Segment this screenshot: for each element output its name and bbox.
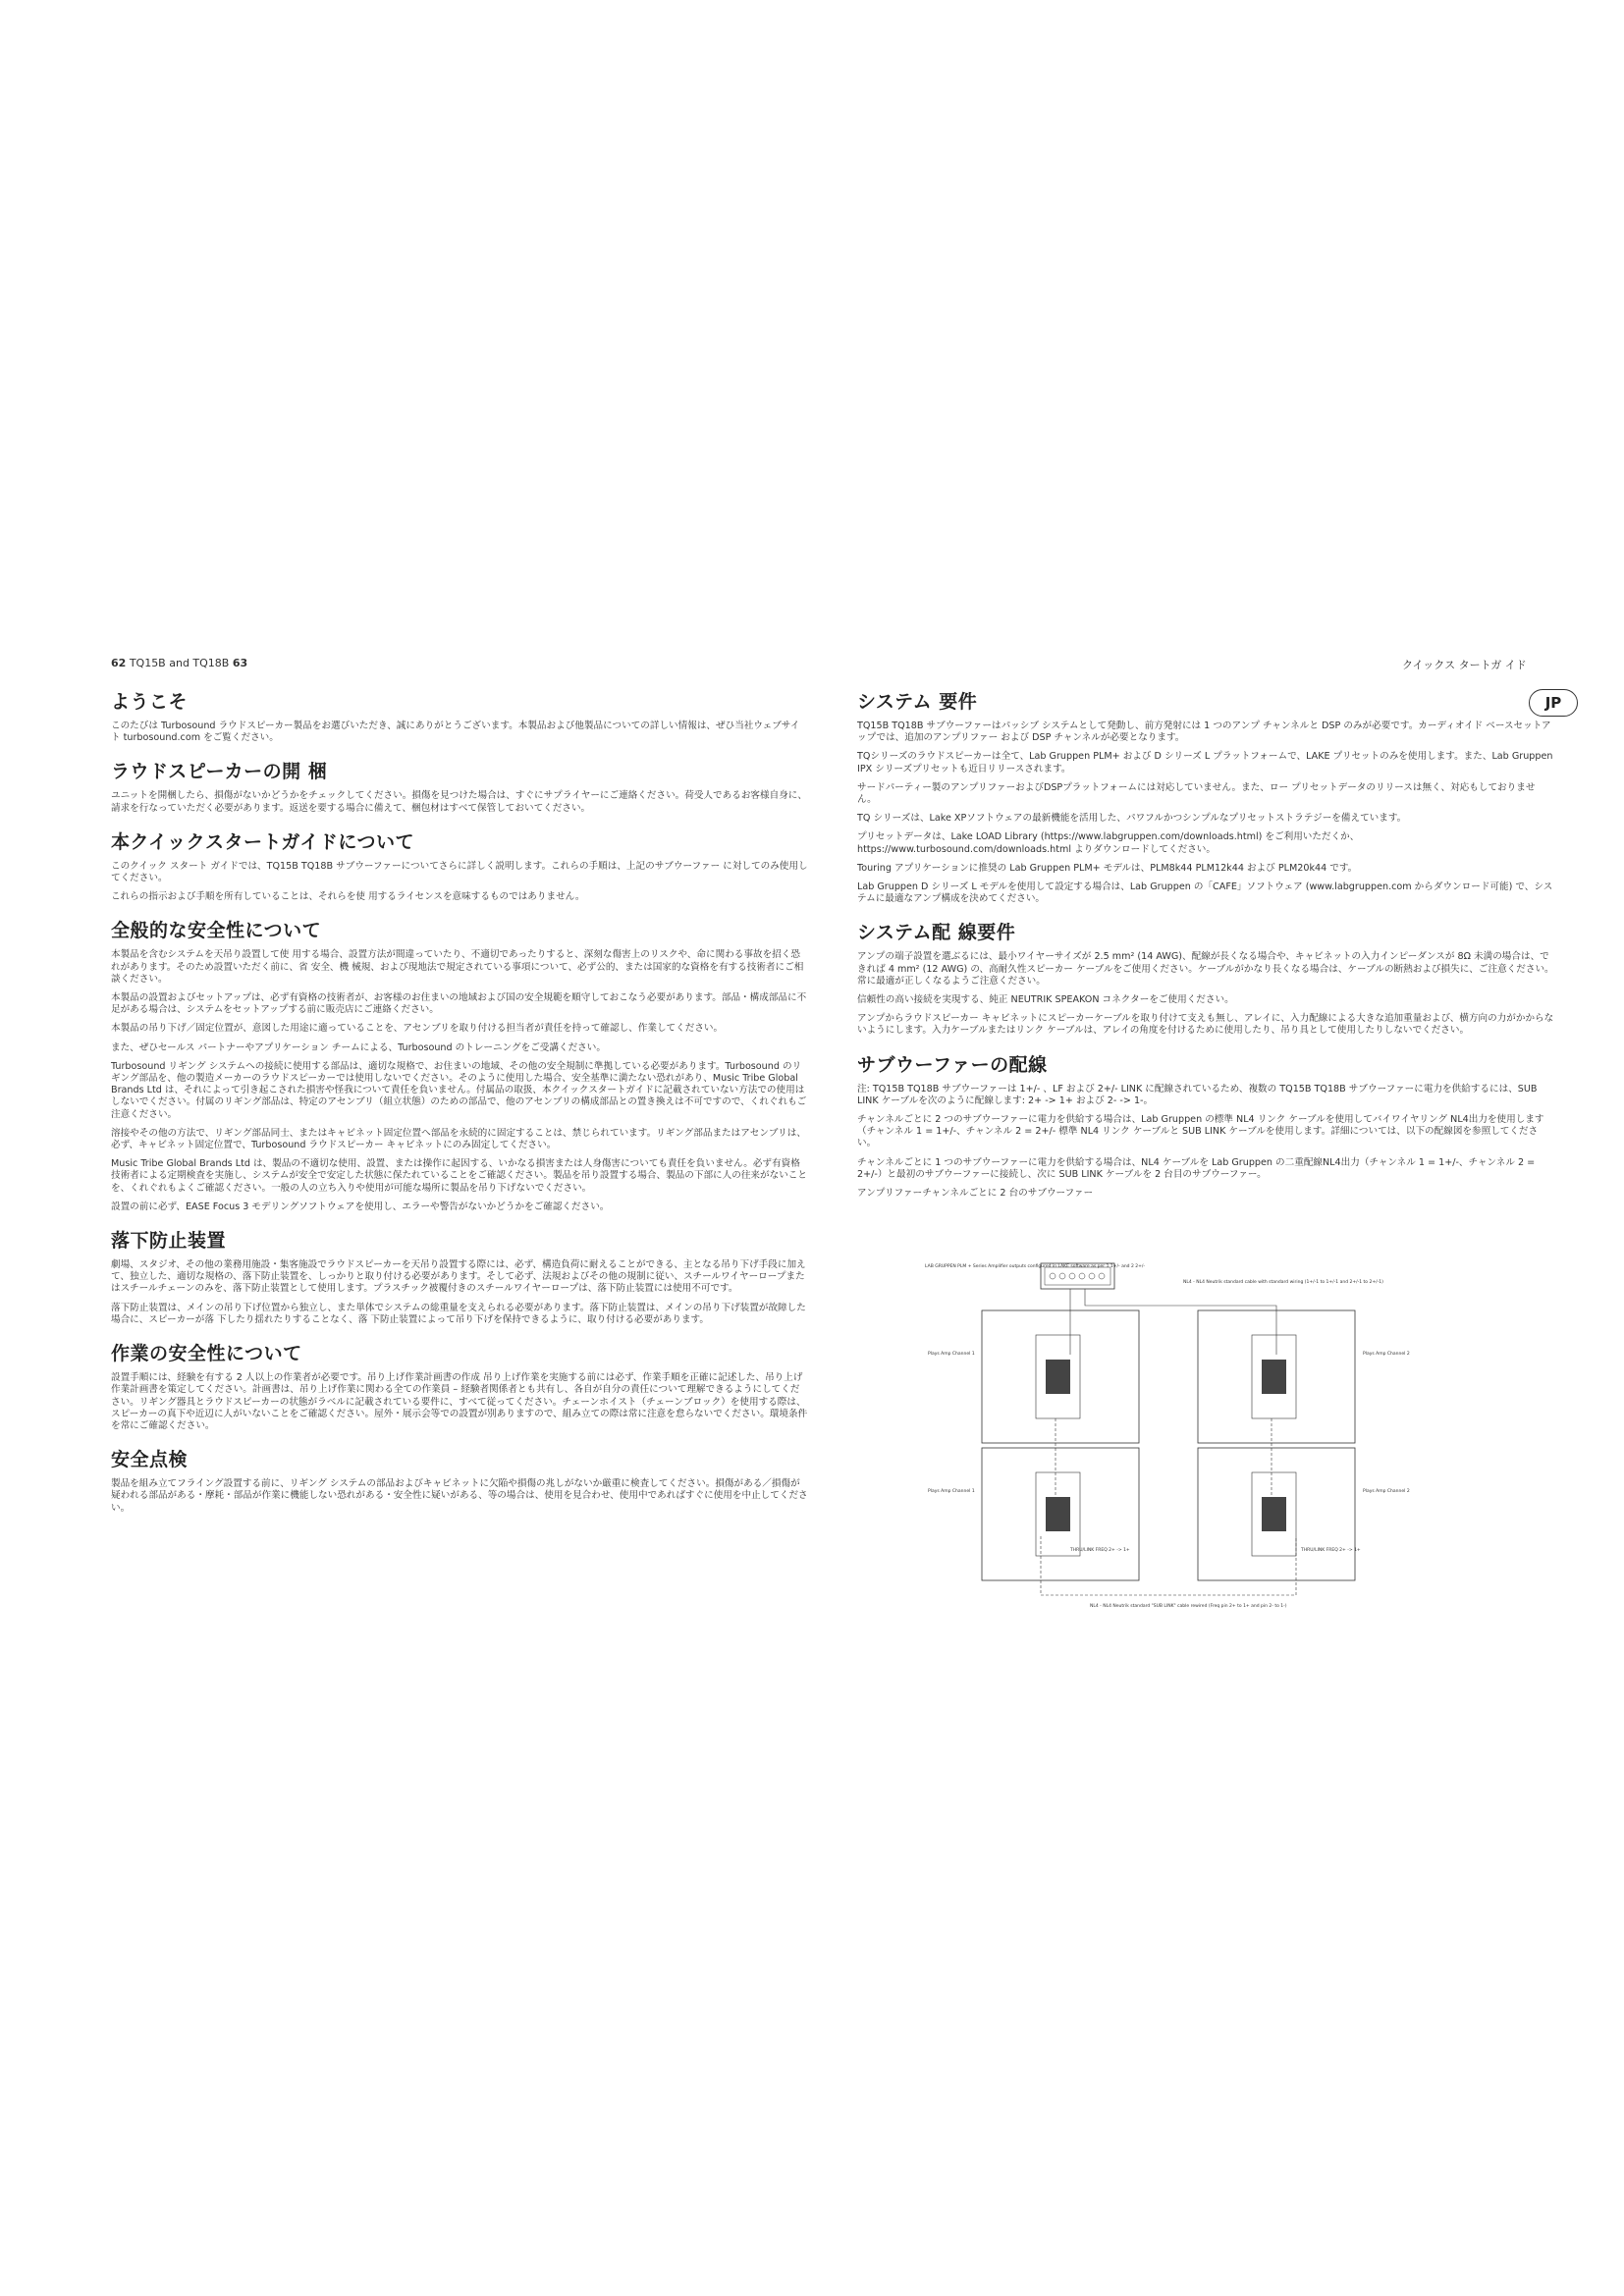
- paragraph: 本製品を含むシステムを天吊り設置して使 用する場合、設置方法が間違っていたり、不適切であったりすると、深刻な傷害上のリスクや、命に関わる事故を招く恐れがあります。そのため設置いただく前に、省 安全、機 械規、および現地法で規定されている事項について、必ず公的、または国家的な資格を有する技術者にご相談ください。: [111, 949, 804, 985]
- section-about-guide: [111, 828, 808, 904]
- section-title: 本クイックスタートガイドについて: [111, 830, 414, 853]
- section-wiring-requirements: [857, 918, 1554, 1037]
- paragraph: 設置手順には、経験を有する 2 人以上の作業者が必要です。吊り上げ作業計画書の作成 吊り上げ作業を実施する前には必ず、作業手順を正確に記述した、吊り上げ作業計画書を策定してください。計画書は、吊り上げ作業に関わる全ての作業員 – 経験者関係者とも共有し、各自が自分の責任について理解できるようにしてください。リギング器具とラウドスピーカーの状態がラベルに記載されている要件に、すべて従ってください。チェーンホイスト（チェーンブロック）を使用する際は、スピーカーの真下や近辺に人がいないことをご確認ください。屋外・展示会等での設置が別ありますので、組み立ての際は常に注意を怠らないでください。環境条件を常にご確認ください。: [111, 1372, 808, 1431]
- paragraph: ユニットを開梱したら、損傷がないかどうかをチェックしてください。損傷を見つけた場合は、すぐにサプライヤーにご連絡ください。荷受人であるお客様自身に、請求を行なっていただく必要があります。返送を要する場合に備えて、梱包材はすべて保管しておいてください。: [111, 790, 807, 814]
- paragraph: 設置の前に必ず、EASE Focus 3 モデリングソフトウェアを使用し、エラーや警告がないかどうかをご確認ください。: [111, 1201, 610, 1212]
- right-page-number: 63: [232, 657, 248, 669]
- amp-label: LAB GRUPPEN PLM + Series Amplifier outputs configured in LAKE software as per 1 1+/- and 2 2+/-: [925, 1264, 1146, 1269]
- paragraph: 製品を組み立てフライング設置する前に、リギング システムの部品およびキャビネットに欠陥や損傷の兆しがないか厳重に検査してください。損傷がある／損傷が疑われる部品がある・摩耗・部品が作業に機能しない恐れがある・安全性に疑いがある、等の場合は、使用を見合わせ、使用中であればすぐに使用を中止してください。: [111, 1478, 808, 1514]
- wiring-diagram: [923, 1261, 1414, 1615]
- section-title: 全般的な安全性について: [111, 920, 322, 942]
- paragraph: TQ15B TQ18B サブウーファーはパッシブ システムとして発動し、前方発射には 1 つのアンプ チャンネルと DSP のみが必要です。カーディオイド ベースセットアップでは、追加のアンプリファー および DSP チャンネルが必要となります。: [857, 721, 1551, 744]
- paragraph: 注: TQ15B TQ18B サブウーファーは 1+/- 、LF および 2+/- LINK に配線されているため、複数の TQ15B TQ18B サブウーファーに電力を供給するには、SUB LINK ケーブルを次のように配線します: 2+ -> 1+ および 2- -> 1-。: [857, 1083, 1538, 1106]
- section-title: システム配 線要件: [857, 922, 1016, 944]
- section-title: 作業の安全性について: [111, 1343, 302, 1365]
- paragraph: TQ シリーズは、Lake XPソフトウェアの最新機能を活用した、パワフルかつシンプルなプリセットストラテジーを備えています。: [857, 813, 1407, 825]
- language-badge: JP: [1529, 689, 1578, 717]
- section-title: ようこそ: [111, 691, 189, 713]
- left-page-title: TQ15B and TQ18B: [129, 657, 230, 669]
- paragraph: このたびは Turbosound ラウドスピーカー製品をお選びいただき、誠にありがとうございます。本製品および他製品についての詳しい情報は、ぜひ当社ウェブサイト turbosound.com をご覧ください。: [111, 721, 800, 744]
- paragraph: Music Tribe Global Brands Ltd は、製品の不適切な使用、設置、または操作に起因する、いかなる損害または人身傷害についても責任を負いません。必ず有資格技術者による定期検査を実施し、システムが安全で安定した状態に保たれていることをご確認ください。製品を吊り設置する場合、製品の下部に人の往来がないことを、くれぐれもよくご確認ください。一般の人の立ち入りや使用が可能な場所に製品を吊り下げないでください。: [111, 1158, 807, 1194]
- section-safety-inspection: [111, 1445, 808, 1515]
- paragraph: プリセットデータは、Lake LOAD Library (https://www.labgruppen.com/downloads.html) をご利用いただくか、https://www.turbosound.com/downloads.html よりダウンロードしてください。: [857, 831, 1360, 855]
- paragraph: このクイック スタート ガイドでは、TQ15B TQ18B サブウーファーについてさらに詳しく説明します。これらの手順は、上記のサブウーファー に対してのみ使用してください。: [111, 860, 808, 884]
- subwoofer-bottom-left: [982, 1448, 1139, 1580]
- paragraph: Turbosound リギング システムへの接続に使用する部品は、適切な規格で、お住まいの地域、その他の安全規制に準拠している必要があります。Turbosound のリギング部品を、他の製造メーカーのラウドスピーカーでは使用しないでください。そのように使用した場合、安全基準に満たない恐れがあり、Music Tribe Global Brands Ltd は、それによって引き起こされた損害や怪我について責任を負いません。付属品の取扱、本クイックスタートガイドに記載されていない方法での使用はしないでください。付属のリギング部品は、特定のアセンブリ（組立状態）のための部品で、他のアセンブリの構成部品との置き換えは不可ですので、くれぐれもご注意ください。: [111, 1060, 807, 1120]
- section-welcome: [111, 687, 808, 744]
- channel-label: Plays Amp Channel 1: [928, 1489, 975, 1494]
- paragraph: アンプリファーチャンネルごとに 2 台のサブウーファー: [857, 1188, 1094, 1200]
- paragraph: アンプからラウドスピーカー キャビネットにスピーカーケーブルを取り付けて支えも無し、アレイに、入力配線による大きな追加重量および、横方向の力がかからないようにします。入力ケーブルまたはリンク ケーブルは、アレイの角度を付けるために使用したり、吊り具として使用したりしないでください。: [857, 1013, 1554, 1037]
- channel-label: Plays Amp Channel 1: [928, 1352, 975, 1357]
- paragraph: TQシリーズのラウドスピーカーは全て、Lab Gruppen PLM+ および D シリーズ L プラットフォームで、LAKE プリセットのみを使用します。また、Lab Gruppen IPX シリーズプリセットも近日リリースされます。: [857, 751, 1553, 774]
- paragraph: 落下防止装置は、メインの吊り下げ位置から独立し、また単体でシステムの総重量を支えられる必要があります。落下防止装置は、メインの吊り下げ装置が故障した場合に、スピーカーが落 下したり揺れたりすることなく、落 下防止装置によって吊り下げを保持できるように、取り付ける必要があります。: [111, 1302, 806, 1325]
- section-title: システム 要件: [857, 691, 978, 713]
- right-page-column: [857, 687, 1554, 1212]
- section-work-safety: [111, 1339, 808, 1432]
- section-title: 安全点検: [111, 1449, 189, 1471]
- left-page-header: [111, 657, 247, 669]
- sub-link-label: NL4 - NL4 Neutrik standard "SUB LINK" cable rewired (Freq pin 2+ to 1+ and pin 2- to 1-): [1090, 1604, 1287, 1609]
- channel-label: Plays Amp Channel 2: [1363, 1489, 1410, 1494]
- subwoofer-top-left: [982, 1310, 1139, 1443]
- section-subwoofer-wiring: [857, 1050, 1554, 1201]
- paragraph: Lab Gruppen D シリーズ L モデルを使用して設定する場合は、Lab Gruppen の「CAFE」ソフトウェア (www.labgruppen.com からダウンロード可能) で、システムに最適なアンプ構成を決めてください。: [857, 881, 1553, 905]
- section-title: 落下防止装置: [111, 1230, 227, 1253]
- left-page-column: [111, 687, 808, 1527]
- paragraph: Touring アプリケーションに推奨の Lab Gruppen PLM+ モデルは、PLM8k44 PLM12k44 および PLM20k44 です。: [857, 862, 1358, 874]
- paragraph: サードパーティー製のアンプリファーおよびDSPプラットフォームには対応していません。また、ロー プリセットデータのリリースは無く、対応もしておりません。: [857, 781, 1536, 806]
- paragraph: チャンネルごとに 1 つのサブウーファーに電力を供給する場合は、NL4 ケーブルを Lab Gruppen の二重配線NL4出力（チャンネル 1 = 1+/-、チャンネル 2 = 2+/-）と最初のサブウーファーに接続し、次に SUB LINK ケーブルを 2 台目のサブウーファー。: [857, 1156, 1536, 1180]
- link-label: THRU/LINK FREQ 2+ -> 1+: [1070, 1548, 1130, 1553]
- paragraph: 本製品の吊り下げ／固定位置が、意図した用途に適っていることを、アセンブリを取り付ける担当者が責任を持って確認し、作業してください。: [111, 1023, 724, 1035]
- paragraph: 信頼性の高い接続を実現する、純正 NEUTRIK SPEAKON コネクターをご使用ください。: [857, 994, 1234, 1006]
- section-title: ラウドスピーカーの開 梱: [111, 761, 328, 783]
- left-page-number: 62: [111, 657, 127, 669]
- paragraph: 溶接やその他の方法で、リギング部品同士、またはキャビネット固定位置へ部品を永続的に固定することは、禁じられています。リギング部品またはアセンブリは、必ず、キャビネット固定位置で、Turbosound ラウドスピーカー キャビネットにのみ固定してください。: [111, 1127, 806, 1151]
- section-unpacking: [111, 757, 808, 814]
- section-general-safety: [111, 916, 808, 1213]
- paragraph: チャンネルごとに 2 つのサブウーファーに電力を供給する場合は、Lab Gruppen の標準 NL4 リンク ケーブルを使用してバイワイヤリング NL4出力を使用します（チャンネル 1 = 1+/-、チャンネル 2 = 2+/- 標準 NL4 リンク ケーブルと SUB LINK ケーブルを使用します。詳細については、以下の配線図を参照してください。: [857, 1114, 1544, 1149]
- paragraph: また、ぜひセールス パートナーやアプリケーション チームによる、Turbosound のトレーニングをご受講ください。: [111, 1041, 606, 1053]
- link-label: THRU/LINK FREQ 2+ -> 1+: [1301, 1548, 1361, 1553]
- paragraph: 本製品の設置およびセットアップは、必ず有資格の技術者が、お客様のお住まいの地域および国の安全規範を順守しておこなう必要があります。部品・構成部品に不足がある場合は、システムをセットアップする前に販売店にご連絡ください。: [111, 992, 807, 1016]
- section-fall-protection: [111, 1226, 808, 1326]
- paragraph: これらの指示および手順を所有していることは、それらを使 用するライセンスを意味するものではありません。: [111, 891, 585, 903]
- subwoofer-bottom-right: [1198, 1448, 1355, 1580]
- right-page-header: クイックス タートガ イド: [1402, 659, 1527, 671]
- channel-label: Plays Amp Channel 2: [1363, 1352, 1410, 1357]
- nl4-cable-label: NL4 - NL4 Neutrik standard cable with standard wiring (1+/-1 to 1+/-1 and 2+/-1 to 2+/-1): [1183, 1280, 1383, 1285]
- section-title: サブウーファーの配線: [857, 1053, 1048, 1076]
- paragraph: アンプの端子設置を選ぶるには、最小ワイヤーサイズが 2.5 mm² (14 AWG)、配線が長くなる場合や、キャビネットの入力インピーダンスが 8Ω 未満の場合は、できれば 4 mm² (12 AWG) の、高耐久性スピーカー ケーブルをご使用ください。ケーブルがかなり長くなる場合は、ケーブルの断熱および損失に、ご注意ください。常に最適が正しくなるようご注意ください。: [857, 951, 1554, 987]
- section-system-requirements: [857, 687, 1554, 905]
- paragraph: 劇場、スタジオ、その他の業務用施設・集客施設でラウドスピーカーを天吊り設置する際には、必ず、構造負荷に耐えることができる、主となる吊り下げ手段に加えて、独立した、適切な規格の、落下防止装置を、しっかりと取り付ける必要があります。そして必ず、法規およびその他の規制に従い、スチールワイヤーロープまたはスチールチェーンのみを、落下防止装置として使用します。プラスチック被覆付きのスチールワイヤーロープは、落下防止装置には使用不可です。: [111, 1259, 806, 1295]
